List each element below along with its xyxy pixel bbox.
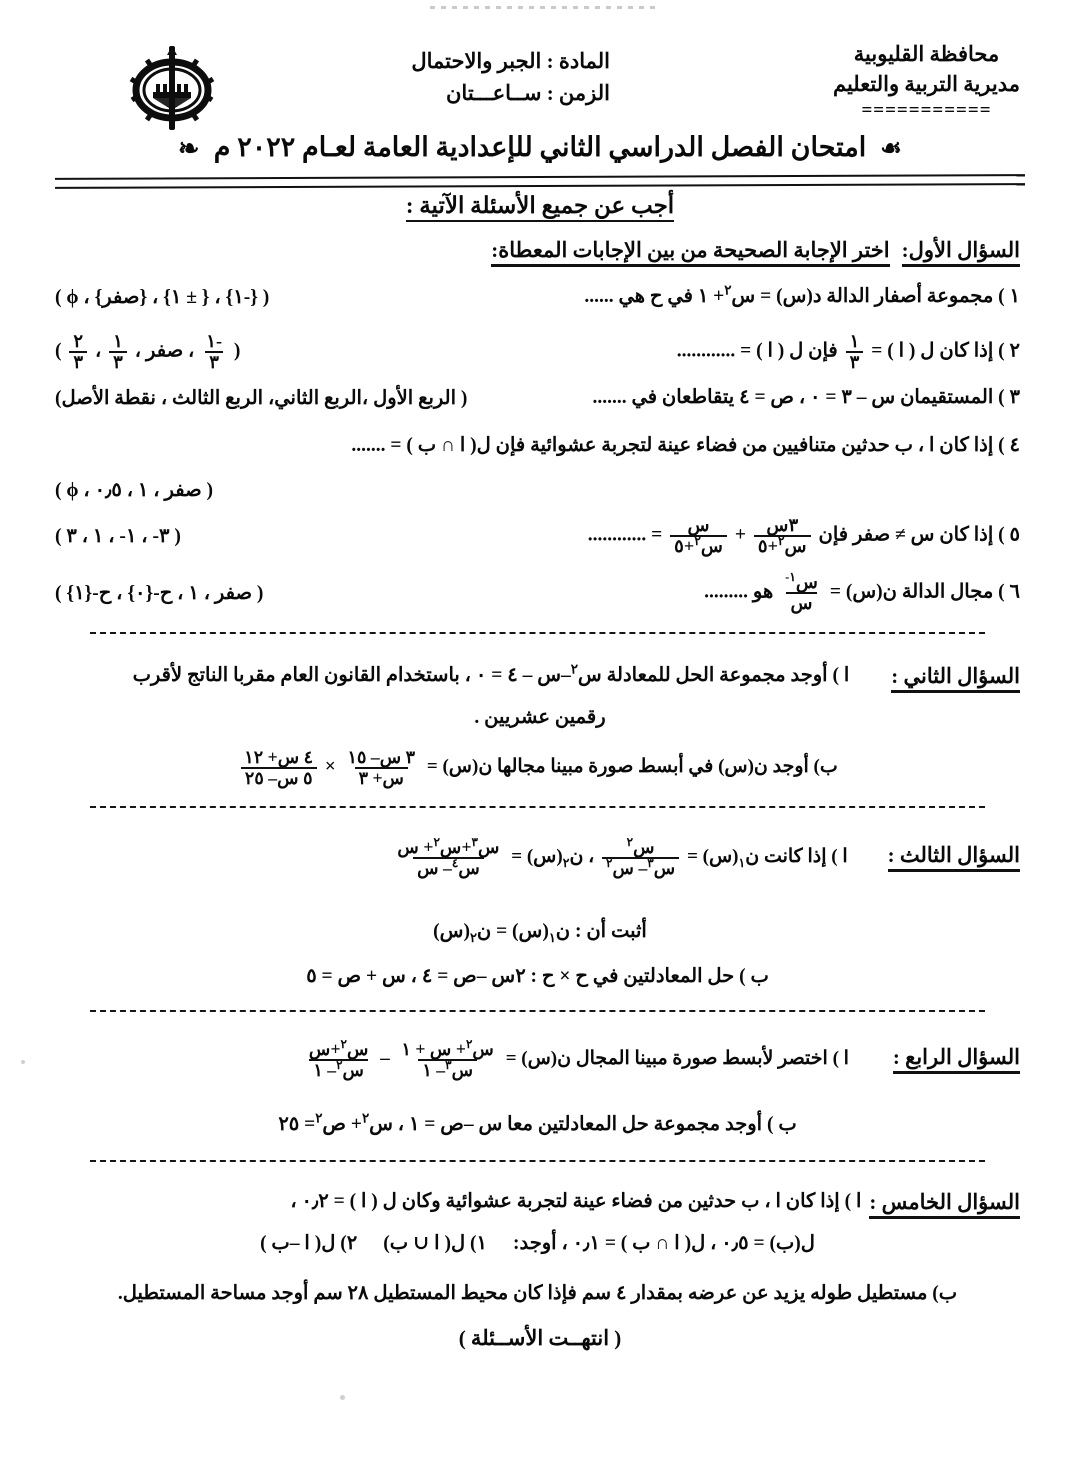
header-separator: =========== bbox=[861, 99, 992, 121]
question-1-heading: السؤال الأول: bbox=[902, 238, 1020, 267]
mcq-item-4 bbox=[55, 434, 1020, 458]
ornament-left-icon: ☙ bbox=[178, 136, 200, 162]
directorate-name: مديرية التربية والتعليم bbox=[832, 71, 1020, 96]
question-3-part-b-text: ب ) حل المعادلتين في ح × ح : ٢س –ص = ٤ ، س + ص = ٥ bbox=[306, 966, 769, 987]
instruction-row bbox=[0, 193, 1080, 219]
question-5-row-a bbox=[55, 1190, 1020, 1219]
exam-title-row bbox=[0, 132, 1080, 163]
mcq-item-1 bbox=[55, 282, 1020, 309]
question-2-part-b-text: ب) أوجد ن(س) في أبسط صورة مبينا مجالها ن(س) = $\frac{\text{٣ س– ١٥}}{\text{س+ ٣}}$ × $\frac{\text{٤ س+ ١٢}}{\text{٥ س– ٢٥}}$ bbox=[237, 748, 838, 787]
section-divider-1 bbox=[90, 632, 985, 634]
mcq-item-1-text: ١ ) مجموعة أصفار الدالة د(س) = س$^٢$+ ١ في ح هي ...... bbox=[584, 282, 1020, 307]
title-divider bbox=[55, 174, 1025, 189]
question-3-row-a bbox=[55, 835, 1020, 878]
question-1-prompt: اختر الإجابة الصحيحة من بين الإجابات المعطاة: bbox=[491, 238, 889, 267]
question-2-part-a: ا ) أوجد مجموعة الحل للمعادلة س$^٢$–س – ٤ = ٠ ، باستخدام القانون العام مقربا الناتج لأقرب bbox=[132, 661, 850, 686]
section-divider-4 bbox=[90, 1160, 985, 1162]
question-5-given-probabilities: ل(ب) = ٠٫٥ ، ل( ا ∩ ب ) = ٠٫١ ، أوجد: bbox=[512, 1233, 815, 1254]
mcq-item-2 bbox=[55, 332, 1020, 372]
mcq-item-3 bbox=[55, 386, 1020, 410]
question-5-part-a-line2 bbox=[55, 1232, 1020, 1256]
end-note: ( انتهــت الأســئلة ) bbox=[458, 1326, 622, 1350]
question-3-part-b bbox=[55, 965, 1020, 989]
question-5-heading: السؤال الخامس : bbox=[869, 1190, 1020, 1219]
mcq-item-5-text: ٥ ) إذا كان س ≠ صفر فإن $\frac{\text{٣س}}{س^٢+٥}$ + $\frac{\text{س}}{س^٢+٥}$ = ............ bbox=[587, 515, 1020, 557]
question-4-part-b-text: ب ) أوجد مجموعة حل المعادلتين معا س –ص = ١ ، س$^٢$+ ص$^٢$= ٢٥ bbox=[278, 1110, 797, 1135]
question-5-sub-2: ٢) ل( ا –ب ) bbox=[260, 1233, 358, 1254]
mcq-item-2-options: ( $\frac{-١}{٣}$ ، صفر ، $\frac{١}{٣}$ ، $\frac{٢}{٣}$ ) bbox=[55, 331, 241, 373]
subject-name: المادة : الجبر والاحتمال bbox=[411, 49, 610, 73]
question-2-heading: السؤال الثاني : bbox=[891, 664, 1020, 693]
ministry-emblem-icon bbox=[129, 42, 215, 134]
exam-duration: الزمن : ســاعـــتان bbox=[446, 80, 610, 105]
mcq-item-6-text: ٦ ) مجال الدالة ن(س) = $\frac{س^{١-}}{\text{س}}$ هو ......... bbox=[704, 569, 1020, 614]
mcq-item-3-options: ( الربع الأول ،الربع الثاني، الربع الثالث ، نقطة الأصل) bbox=[55, 388, 468, 409]
mcq-item-1-options: ( {-١} ، { ± ١} ، {صفر} ، ϕ ) bbox=[55, 287, 270, 308]
answer-all-instruction: أجب عن جميع الأسئلة الآتية : bbox=[406, 193, 674, 222]
scan-speck bbox=[340, 1395, 345, 1400]
section-divider-3 bbox=[90, 1010, 985, 1012]
mcq-item-3-text: ٣ ) المستقيمان س – ٣ = ٠ ، ص = ٤ يتقاطعان في ....... bbox=[592, 387, 1020, 408]
question-2-row-a bbox=[55, 661, 1020, 693]
ornament-right-icon: ☙ bbox=[880, 136, 902, 162]
question-4-heading: السؤال الرابع : bbox=[893, 1045, 1020, 1074]
exam-title: امتحان الفصل الدراسي الثاني للإعدادية العامة لعـام ٢٠٢٢ م bbox=[213, 132, 867, 162]
question-3-heading: السؤال الثالث : bbox=[888, 843, 1020, 872]
end-of-questions bbox=[0, 1325, 1080, 1351]
governorate-block bbox=[833, 40, 1020, 119]
question-5-sub-1: ١) ل( ا ∪ ب) bbox=[383, 1233, 487, 1254]
question-4-part-a: ا ) اختصر لأبسط صورة مبينا المجال ن(س) = $\frac{س^٢+ س + ١}{س^٣- ١}$ – $\frac{س^٢+س}{س^٢- ١}$ bbox=[308, 1037, 849, 1080]
mcq-item-5-options: ( ٣- ، ١- ، ١ ، ٣ ) bbox=[55, 526, 181, 548]
mcq-item-6 bbox=[55, 569, 1020, 614]
question-2-part-b bbox=[55, 748, 1020, 787]
mcq-item-5 bbox=[55, 516, 1020, 556]
question-4-row-a bbox=[55, 1037, 1020, 1080]
section-divider-2 bbox=[90, 806, 985, 808]
subject-block bbox=[411, 46, 610, 109]
mcq-item-4-text: ٤ ) إذا كان ا ، ب حدثين متنافيين من فضاء عينة لتجربة عشوائية فإن ل( ا ∩ ب ) = ....... bbox=[351, 435, 1020, 456]
mcq-item-4-options: ( صفر ، ١ ، ٠٫٥ ، ϕ ) bbox=[55, 480, 213, 501]
question-2-part-a-line2: رقمين عشريين . bbox=[474, 707, 606, 728]
question-3-prove-line: أثبت أن : ن$_١$(س) = ن$_٢$(س) bbox=[433, 921, 647, 945]
question-3-part-a: ا ) إذا كانت ن$_١$(س) = $\frac{س^٢}{س^٣- س^٢}$ ، ن$_٢$(س) = $\frac{س^٣+س^٢+ س}{س^٤- س}$ bbox=[397, 835, 848, 878]
mcq-item-2-text: ٢ ) إذا كان ل ( ا ) = $\frac{١}{٣}$ فإن ل ( ا ) = ............ bbox=[676, 331, 1020, 373]
question-4-part-b bbox=[55, 1110, 1020, 1137]
question-5-part-b bbox=[55, 1282, 1020, 1306]
scan-artifact-dots bbox=[430, 6, 660, 9]
question-1-header bbox=[55, 238, 1020, 267]
scan-speck bbox=[21, 1060, 25, 1064]
mcq-item-4-options-row bbox=[55, 478, 1020, 502]
governorate-name: محافظة القليوبية bbox=[853, 42, 1000, 66]
question-5-part-a: ا ) إذا كان ا ، ب حدثين من فضاء عينة لتجربة عشوائية وكان ل ( ا ) = ٠٫٢ ، bbox=[290, 1191, 862, 1212]
question-5-part-b-text: ب) مستطيل طوله يزيد عن عرضه بمقدار ٤ سم فإذا كان محيط المستطيل ٢٨ سم أوجد مساحة المستطيل. bbox=[117, 1283, 958, 1304]
mcq-item-6-options: ( صفر ، ١ ، ح-{٠} ، ح-{١} ) bbox=[55, 583, 264, 605]
